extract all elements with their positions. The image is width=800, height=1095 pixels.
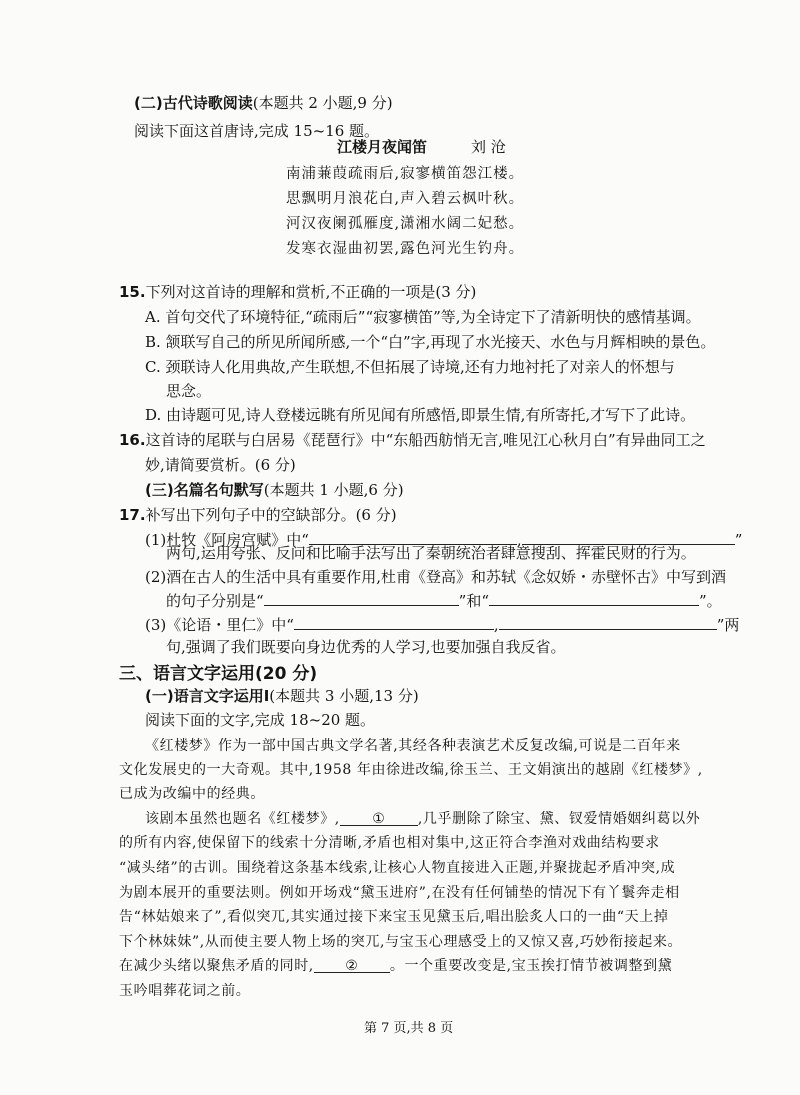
section-note: (本题共 2 小题,9 分): [252, 94, 393, 112]
quote-mark: ”: [734, 531, 743, 549]
page-footer: 第 7 页,共 8 页: [364, 1021, 454, 1036]
option-b: B. 颔联写自己的所见所闻所感,一个“白”字,再现了水光接天、水色与月辉相映的景色。: [145, 333, 716, 351]
section-note: (本题共 3 小题,13 分): [269, 687, 419, 705]
passage-line: 的所有内容,使保留下的线索十分清晰,矛盾也相对集中,这正符合李渔对戏曲结构要求: [119, 835, 660, 851]
question-text: 补写出下列句子中的空缺部分。(6 分): [145, 506, 397, 524]
answer-blank[interactable]: [489, 591, 699, 606]
answer-blank-1[interactable]: [340, 811, 418, 826]
passage-line: 告“林姑娘来了”,看似突兀,其实通过接下来宝玉见黛玉后,唱出脍炙人口的一曲“天上掉: [119, 909, 669, 925]
fill-item-1-cont: 两句,运用夸张、反问和比喻手法写出了秦朝统治者肆意搜刮、挥霍民财的行为。: [166, 544, 696, 562]
poem-line: 河汉夜阑孤雁度,潇湘水阔二妃愁。: [286, 216, 525, 232]
question-text: 下列对这首诗的理解和赏析,不正确的一项是(3 分): [145, 283, 477, 301]
section-heading: [145, 479, 404, 500]
question-text: 这首诗的尾联与白居易《琵琶行》中“东船西舫悄无言,唯见江心秋月白”有异曲同工之: [145, 431, 706, 449]
blank-marker: ①: [372, 811, 386, 827]
question-number: 16.: [119, 431, 146, 449]
section-heading: [145, 685, 419, 706]
poem-line: 发寒衣湿曲初罢,露色河光生钓舟。: [286, 241, 525, 257]
instruction: 阅读下面的文字,完成 18~20 题。: [145, 711, 376, 729]
fill-item-2: (2)酒在古人的生活中具有重要作用,杜甫《登高》和苏轼《念奴娇・赤壁怀古》中写到酒: [145, 568, 727, 586]
fill-text: ”。: [699, 592, 722, 610]
question-15-stem: [119, 281, 476, 302]
question-number: 15.: [119, 283, 146, 301]
section-note: (本题共 1 小题,6 分): [263, 481, 404, 499]
answer-blank[interactable]: [499, 615, 717, 630]
question-17-stem: [119, 504, 397, 525]
passage-line: 已成为改编中的经典。: [119, 786, 265, 802]
passage-line: 为剧本展开的重要法则。例如开场戏“黛玉进府”,在没有任何铺垫的情况下有丫鬟奔走相: [119, 885, 680, 901]
part-title: 三、语言文字运用(20 分): [119, 664, 318, 684]
section-title: (二)古代诗歌阅读: [134, 94, 253, 112]
fill-text: ”和“: [458, 592, 490, 610]
answer-blank[interactable]: [264, 591, 459, 606]
passage-text: 该剧本虽然也题名《红楼梦》,: [145, 811, 340, 827]
instruction: 阅读下面这首唐诗,完成 15~16 题。: [134, 122, 380, 140]
fill-item-3: [145, 614, 739, 635]
poem-author: 刘 沧: [471, 138, 506, 156]
option-c-cont: 思念。: [166, 382, 212, 400]
poem-title: 江楼月夜闻笛: [337, 138, 428, 156]
passage-line: 《红楼梦》作为一部中国古典文学名著,其经各种表演艺术反复改编,可说是二百年来: [145, 738, 681, 754]
section-title: (一)语言文字运用Ⅰ: [145, 687, 270, 705]
fill-text: (1)杜牧《阿房宫赋》中“: [145, 531, 309, 549]
passage-line: 玉吟唱葬花词之前。: [119, 983, 251, 999]
option-c: C. 颈联诗人化用典故,产生联想,不但拓展了诗境,还有力地衬托了对亲人的怀想与: [145, 358, 675, 376]
option-d: D. 由诗题可见,诗人登楼远眺有所见闻有所感悟,即景生情,有所寄托,才写下了此诗。: [145, 406, 696, 424]
passage-text: 。一个重要改变是,宝玉挨打情节被调整到黛: [389, 958, 673, 974]
fill-text: ”两: [716, 616, 740, 634]
comma: ,: [516, 531, 522, 549]
answer-blank-2[interactable]: [314, 958, 390, 973]
passage-line: [119, 955, 672, 975]
poem-line: 思飘明月浪花白,声入碧云枫叶秋。: [286, 191, 525, 207]
passage-text: 在减少头绪以聚焦矛盾的同时,: [119, 958, 314, 974]
question-16-cont: 妙,请简要赏析。(6 分): [145, 456, 296, 474]
section-title: (三)名篇名句默写: [145, 481, 264, 499]
passage-text: ,几乎删除了除宝、黛、钗爱情婚姻纠葛以外: [417, 811, 701, 827]
comma: ,: [493, 616, 499, 634]
passage-line: 文化发展史的一大奇观。其中,1958 年由徐进改编,徐玉兰、王文娟演出的越剧《红楼梦》,: [119, 762, 703, 778]
passage-line: [145, 808, 700, 828]
section-heading: [134, 92, 393, 113]
fill-item-3-cont: 句,强调了我们既要向身边优秀的人学习,也要加强自我反省。: [166, 638, 566, 656]
fill-text: 的句子分别是“: [166, 592, 264, 610]
option-a: A. 首句交代了环境特征,“疏雨后”“寂寥横笛”等,为全诗定下了清新明快的感情基调。: [145, 308, 701, 326]
passage-line: 下个林妹妹”,从而使主要人物上场的突兀,与宝玉心理感受上的又惊又喜,巧妙衔接起来。: [119, 934, 683, 950]
question-16: [119, 429, 706, 450]
fill-text: (3)《论语・里仁》中“: [145, 616, 294, 634]
fill-item-2-cont: [166, 590, 722, 611]
answer-blank[interactable]: [294, 615, 494, 630]
passage-line: “减头绪”的古训。围绕着这条基本线索,让核心人物直接进入正题,并聚拢起矛盾冲突,成: [119, 860, 676, 876]
poem-line: 南浦蒹葭疏雨后,寂寥横笛怨江楼。: [286, 166, 525, 182]
question-number: 17.: [119, 506, 146, 524]
blank-marker: ②: [345, 958, 359, 974]
